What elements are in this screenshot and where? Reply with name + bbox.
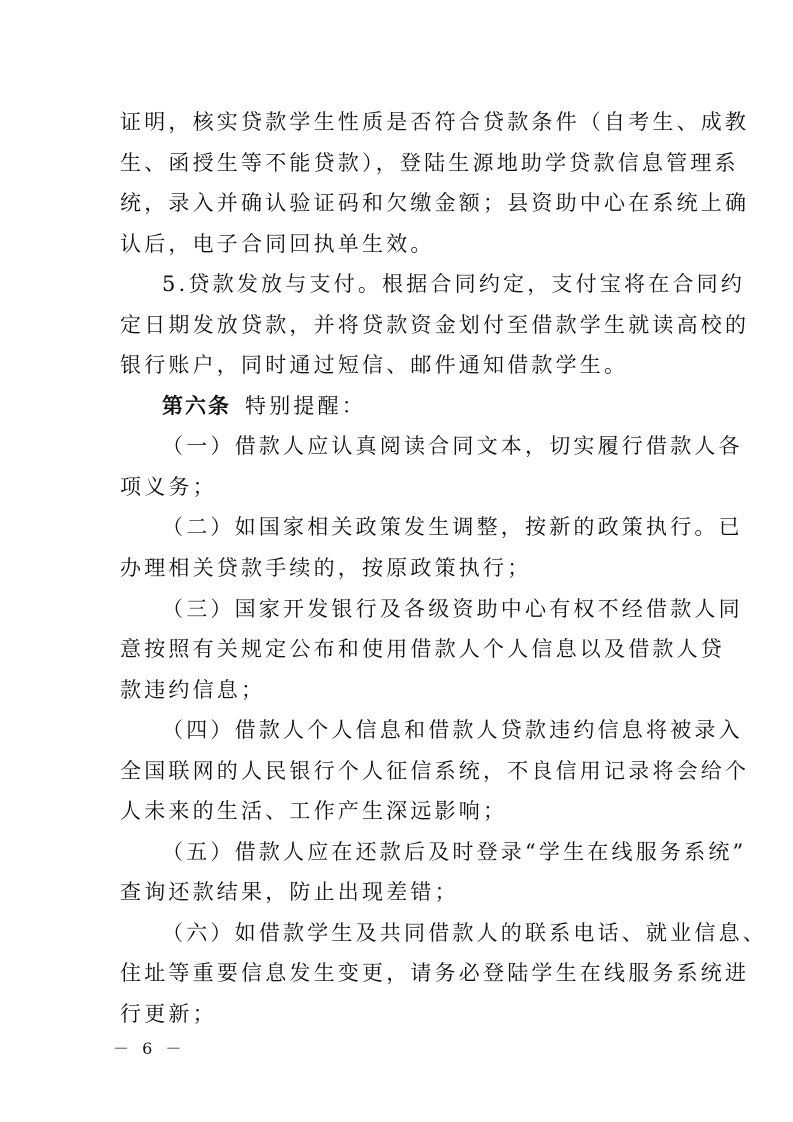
paragraph-line: 项义务； <box>120 475 217 499</box>
paragraph-line: 人未来的生活、工作产生深远影响； <box>120 799 508 823</box>
paragraph-line: 住址等重要信息发生变更，请务必登陆学生在线服务系统进 <box>120 961 750 985</box>
paragraph-line: 证明，核实贷款学生性质是否符合贷款条件（自考生、成教 <box>120 110 750 134</box>
article-title: 特别提醒： <box>245 394 366 418</box>
paragraph-line: 生、函授生等不能贷款），登陆生源地助学贷款信息管理系 <box>120 151 739 175</box>
paragraph-line: 定日期发放贷款，并将贷款资金划付至借款学生就读高校的 <box>120 313 750 337</box>
page-number: － 6 － <box>113 1039 186 1058</box>
paragraph-line: 意按照有关规定公布和使用借款人个人信息以及借款人贷 <box>120 637 725 661</box>
paragraph-line: 查询还款结果，防止出现差错； <box>120 880 459 904</box>
article-number: 第六条 <box>162 393 231 418</box>
paragraph-line: （六）如借款学生及共同借款人的联系电话、就业信息、 <box>162 921 767 945</box>
paragraph-line: 银行账户，同时通过短信、邮件通知借款学生。 <box>120 353 629 377</box>
paragraph-line: 办理相关贷款手续的，按原政策执行； <box>120 556 532 580</box>
paragraph-line: 全国联网的人民银行个人征信系统，不良信用记录将会给个 <box>120 759 750 783</box>
paragraph-line: （一）借款人应认真阅读合同文本，切实履行借款人各 <box>162 434 743 458</box>
paragraph-line: 认后，电子合同回执单生效。 <box>120 232 435 256</box>
article-heading <box>162 392 366 420</box>
paragraph-line: （二）如国家相关政策发生调整，按新的政策执行。已 <box>162 515 743 539</box>
paragraph-line: （五）借款人应在还款后及时登录“学生在线服务系统” <box>162 840 747 864</box>
paragraph-line: 统，录入并确认验证码和欠缴金额；县资助中心在系统上确 <box>120 191 750 215</box>
paragraph-line: 行更新； <box>120 1002 217 1026</box>
paragraph-line: 5.贷款发放与支付。根据合同约定，支付宝将在合同约 <box>162 272 746 296</box>
paragraph-line: （四）借款人个人信息和借款人贷款违约信息将被录入 <box>162 718 743 742</box>
paragraph-line: （三）国家开发银行及各级资助中心有权不经借款人同 <box>162 597 743 621</box>
paragraph-line: 款违约信息； <box>120 678 266 702</box>
